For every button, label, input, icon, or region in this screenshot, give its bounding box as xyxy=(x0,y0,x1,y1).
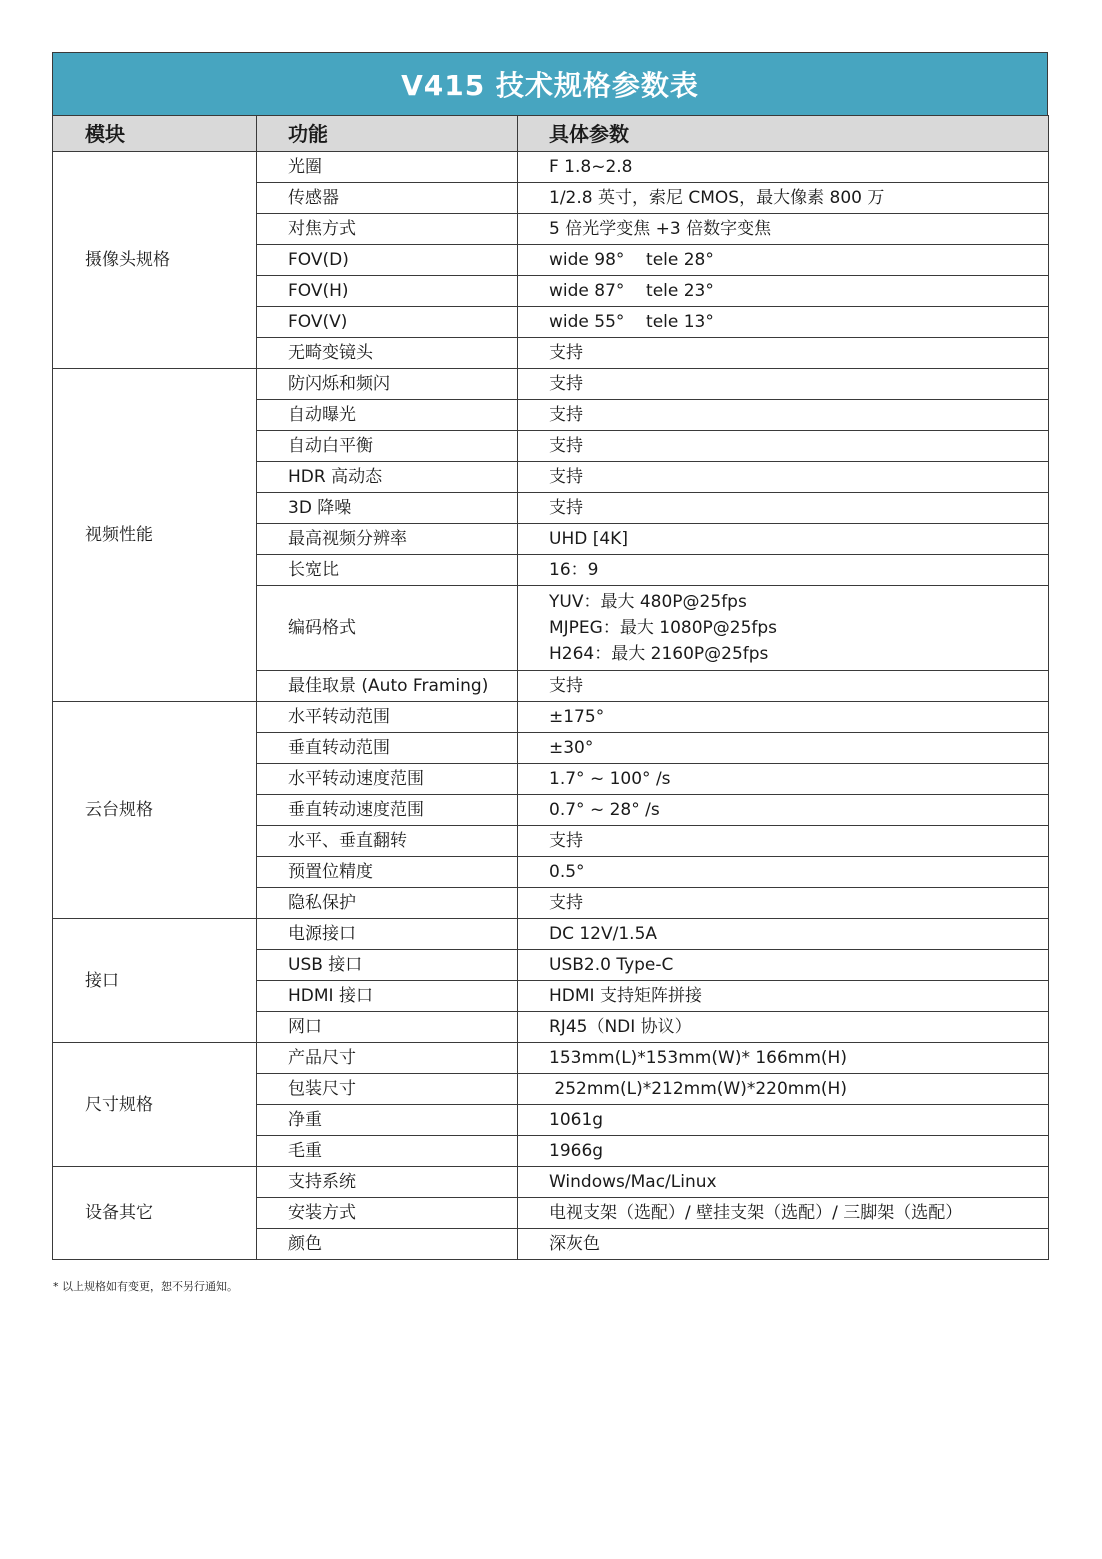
param-cell: DC 12V/1.5A xyxy=(518,919,1049,950)
function-cell: 对焦方式 xyxy=(257,214,518,245)
function-cell: FOV(H) xyxy=(257,276,518,307)
table-row xyxy=(53,152,1049,183)
function-cell: 自动曝光 xyxy=(257,400,518,431)
function-cell: 水平转动速度范围 xyxy=(257,764,518,795)
param-cell: wide 55° tele 13° xyxy=(518,307,1049,338)
function-cell: 传感器 xyxy=(257,183,518,214)
param-cell: 1061g xyxy=(518,1105,1049,1136)
module-cell: 视频性能 xyxy=(53,369,257,702)
module-cell: 摄像头规格 xyxy=(53,152,257,369)
function-cell: 编码格式 xyxy=(257,586,518,671)
spec-sheet xyxy=(52,52,1048,1260)
param-cell: 支持 xyxy=(518,888,1049,919)
module-cell: 尺寸规格 xyxy=(53,1043,257,1167)
param-cell: RJ45（NDI 协议） xyxy=(518,1012,1049,1043)
function-cell: 净重 xyxy=(257,1105,518,1136)
param-cell: 支持 xyxy=(518,493,1049,524)
param-cell: 支持 xyxy=(518,400,1049,431)
table-row xyxy=(53,369,1049,400)
param-cell: 支持 xyxy=(518,462,1049,493)
function-cell: 无畸变镜头 xyxy=(257,338,518,369)
function-cell: 防闪烁和频闪 xyxy=(257,369,518,400)
param-cell: 支持 xyxy=(518,431,1049,462)
page-title: V415 技术规格参数表 xyxy=(52,52,1048,115)
function-cell: HDMI 接口 xyxy=(257,981,518,1012)
param-cell: 1966g xyxy=(518,1136,1049,1167)
param-cell: 16：9 xyxy=(518,555,1049,586)
module-cell: 云台规格 xyxy=(53,702,257,919)
function-cell: 颜色 xyxy=(257,1229,518,1260)
module-cell: 接口 xyxy=(53,919,257,1043)
param-cell: USB2.0 Type-C xyxy=(518,950,1049,981)
function-cell: HDR 高动态 xyxy=(257,462,518,493)
param-line: MJPEG：最大 1080P@25fps xyxy=(549,618,778,638)
function-cell: 3D 降噪 xyxy=(257,493,518,524)
function-cell: 最佳取景 (Auto Framing) xyxy=(257,671,518,702)
footnote: * 以上规格如有变更，恕不另行通知。 xyxy=(53,1280,238,1293)
param-cell: 5 倍光学变焦 +3 倍数字变焦 xyxy=(518,214,1049,245)
param-cell xyxy=(518,586,1049,671)
function-cell: 支持系统 xyxy=(257,1167,518,1198)
param-cell: 电视支架（选配）/ 壁挂支架（选配）/ 三脚架（选配） xyxy=(518,1198,1049,1229)
param-cell: 支持 xyxy=(518,826,1049,857)
param-cell: 252mm(L)*212mm(W)*220mm(H) xyxy=(518,1074,1049,1105)
function-cell: 最高视频分辨率 xyxy=(257,524,518,555)
function-cell: 光圈 xyxy=(257,152,518,183)
function-cell: 自动白平衡 xyxy=(257,431,518,462)
function-cell: 垂直转动范围 xyxy=(257,733,518,764)
param-cell: 1.7° ~ 100° /s xyxy=(518,764,1049,795)
function-cell: 垂直转动速度范围 xyxy=(257,795,518,826)
function-cell: 长宽比 xyxy=(257,555,518,586)
table-body xyxy=(53,152,1049,1260)
function-cell: 水平、垂直翻转 xyxy=(257,826,518,857)
function-cell: 电源接口 xyxy=(257,919,518,950)
module-cell: 设备其它 xyxy=(53,1167,257,1260)
param-cell: ±30° xyxy=(518,733,1049,764)
param-cell: wide 98° tele 28° xyxy=(518,245,1049,276)
header-params: 具体参数 xyxy=(518,116,1049,152)
param-line: H264：最大 2160P@25fps xyxy=(549,644,769,664)
param-cell: 深灰色 xyxy=(518,1229,1049,1260)
function-cell: USB 接口 xyxy=(257,950,518,981)
function-cell: 预置位精度 xyxy=(257,857,518,888)
function-cell: FOV(D) xyxy=(257,245,518,276)
param-cell: 1/2.8 英寸，索尼 CMOS，最大像素 800 万 xyxy=(518,183,1049,214)
param-cell: 0.5° xyxy=(518,857,1049,888)
function-cell: 隐私保护 xyxy=(257,888,518,919)
param-cell: UHD [4K] xyxy=(518,524,1049,555)
table-row xyxy=(53,1167,1049,1198)
table-row xyxy=(53,919,1049,950)
param-cell: 支持 xyxy=(518,369,1049,400)
header-module: 模块 xyxy=(53,116,257,152)
function-cell: 网口 xyxy=(257,1012,518,1043)
function-cell: 水平转动范围 xyxy=(257,702,518,733)
param-cell: F 1.8~2.8 xyxy=(518,152,1049,183)
function-cell: 毛重 xyxy=(257,1136,518,1167)
param-cell: 0.7° ~ 28° /s xyxy=(518,795,1049,826)
param-cell: HDMI 支持矩阵拼接 xyxy=(518,981,1049,1012)
param-cell: 支持 xyxy=(518,338,1049,369)
function-cell: FOV(V) xyxy=(257,307,518,338)
header-function: 功能 xyxy=(257,116,518,152)
function-cell: 包装尺寸 xyxy=(257,1074,518,1105)
function-cell: 产品尺寸 xyxy=(257,1043,518,1074)
table-row xyxy=(53,702,1049,733)
function-cell: 安装方式 xyxy=(257,1198,518,1229)
param-cell: wide 87° tele 23° xyxy=(518,276,1049,307)
table-row xyxy=(53,1043,1049,1074)
param-cell: 支持 xyxy=(518,671,1049,702)
param-line: YUV：最大 480P@25fps xyxy=(549,592,747,612)
param-cell: Windows/Mac/Linux xyxy=(518,1167,1049,1198)
param-cell: ±175° xyxy=(518,702,1049,733)
spec-table xyxy=(52,115,1049,1260)
table-header-row xyxy=(53,116,1049,152)
param-cell: 153mm(L)*153mm(W)* 166mm(H) xyxy=(518,1043,1049,1074)
